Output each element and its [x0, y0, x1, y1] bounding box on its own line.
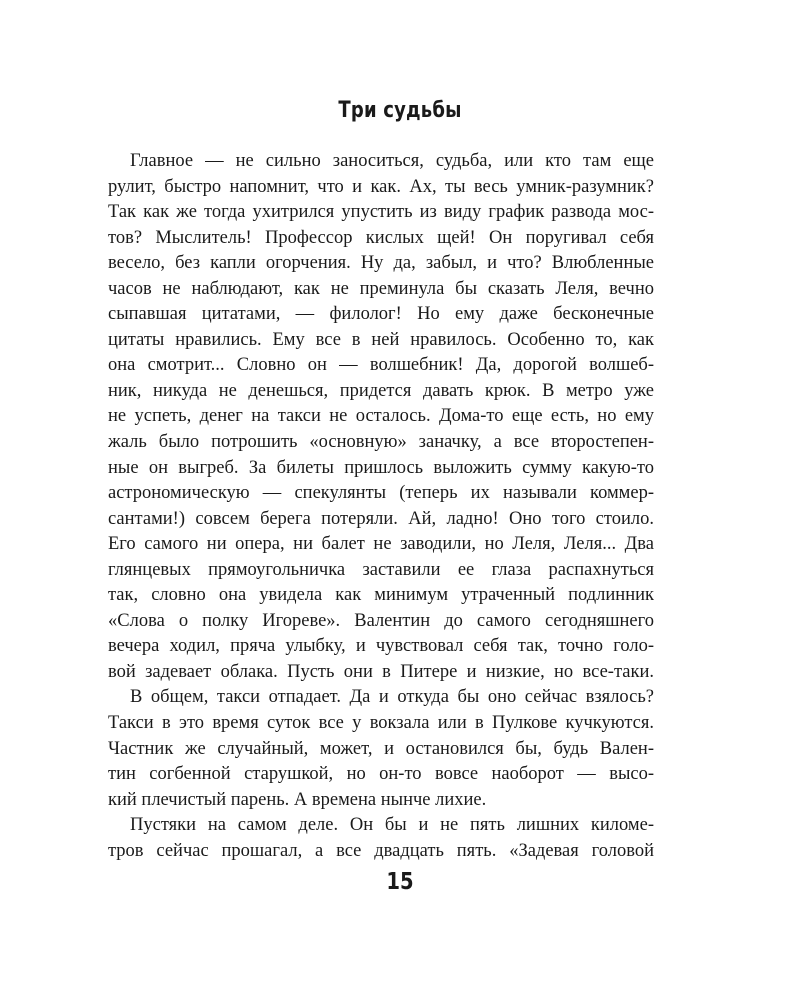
text-line: сыпавшая цитатами, — филолог! Но ему даже бесконечные: [108, 304, 654, 325]
text-line: жаль было потрошить «основную» заначку, а все второстепен-: [108, 432, 654, 453]
text-line: весело, без капли огорчения. Ну да, забыл, и что? Влюбленные: [108, 253, 654, 274]
text-line: кий плечистый парень. А времена нынче лихие.: [108, 789, 487, 810]
text-line: сантами!) совсем берега потеряли. Ай, ладно! Оно того стоило.: [108, 508, 654, 529]
text-line: Его самого ни опера, ни балет не заводили, но Леля, Леля... Два: [108, 534, 654, 555]
text-line: Главное — не сильно заноситься, судьба, или кто там еще: [130, 151, 654, 171]
text-line: Так как же тогда ухитрился упустить из виду график развода мос-: [108, 202, 654, 223]
text-line: тов? Мыслитель! Профессор кислых щей! Он поругивал себя: [108, 227, 654, 248]
text-line: часов не наблюдают, как не преминула бы сказать Леля, вечно: [108, 278, 654, 299]
text-line: тров сейчас прошагал, а все двадцать пять. «Задевая головой: [108, 840, 654, 861]
running-head: Три судьбы: [338, 98, 462, 123]
page-number: 15: [386, 869, 414, 895]
text-line: ник, никуда не денешься, придется давать крюк. В метро уже: [108, 380, 654, 401]
text-line: она смотрит... Словно он — волшебник! Да, дорогой волшеб-: [108, 355, 654, 376]
text-line: ные он выгреб. За билеты пришлось выложить сумму какую-то: [108, 457, 654, 478]
text-line: так, словно она увидела как минимум утраченный подлинник: [108, 585, 654, 606]
text-line: глянцевых прямоугольничка заставили ее глаза распахнуться: [108, 559, 654, 580]
text-line: «Слова о полку Игореве». Валентин до самого сегодняшнего: [108, 610, 654, 631]
text-line: вой задевает облака. Пусть они в Питере и низкие, но все-таки.: [108, 661, 654, 682]
text-line: Такси в это время суток все у вокзала или в Пулкове кучкуются.: [108, 713, 654, 734]
text-line: не успеть, денег на такси не осталось. Дома-то еще есть, но ему: [108, 406, 654, 427]
text-line: астрономическую — спекулянты (теперь их называли коммер-: [108, 483, 654, 504]
text-line: тин согбенной старушкой, но он-то вовсе наоборот — высо-: [108, 764, 654, 785]
text-line: вечера ходил, пряча улыбку, и чувствовал себя так, точно голо-: [108, 636, 654, 657]
text-line: рулит, быстро напомнит, что и как. Ах, ты весь умник-разумник?: [108, 176, 654, 197]
text-line: Частник же случайный, может, и остановился бы, будь Вален-: [108, 738, 654, 759]
text-line: В общем, такси отпадает. Да и откуда бы оно сейчас взялось?: [130, 687, 654, 708]
text-line: цитаты нравились. Ему все в ней нравилось. Особенно то, как: [108, 329, 654, 350]
text-line: Пустяки на самом деле. Он бы и не пять лишних киломе-: [130, 815, 654, 836]
body-text: [108, 149, 654, 864]
